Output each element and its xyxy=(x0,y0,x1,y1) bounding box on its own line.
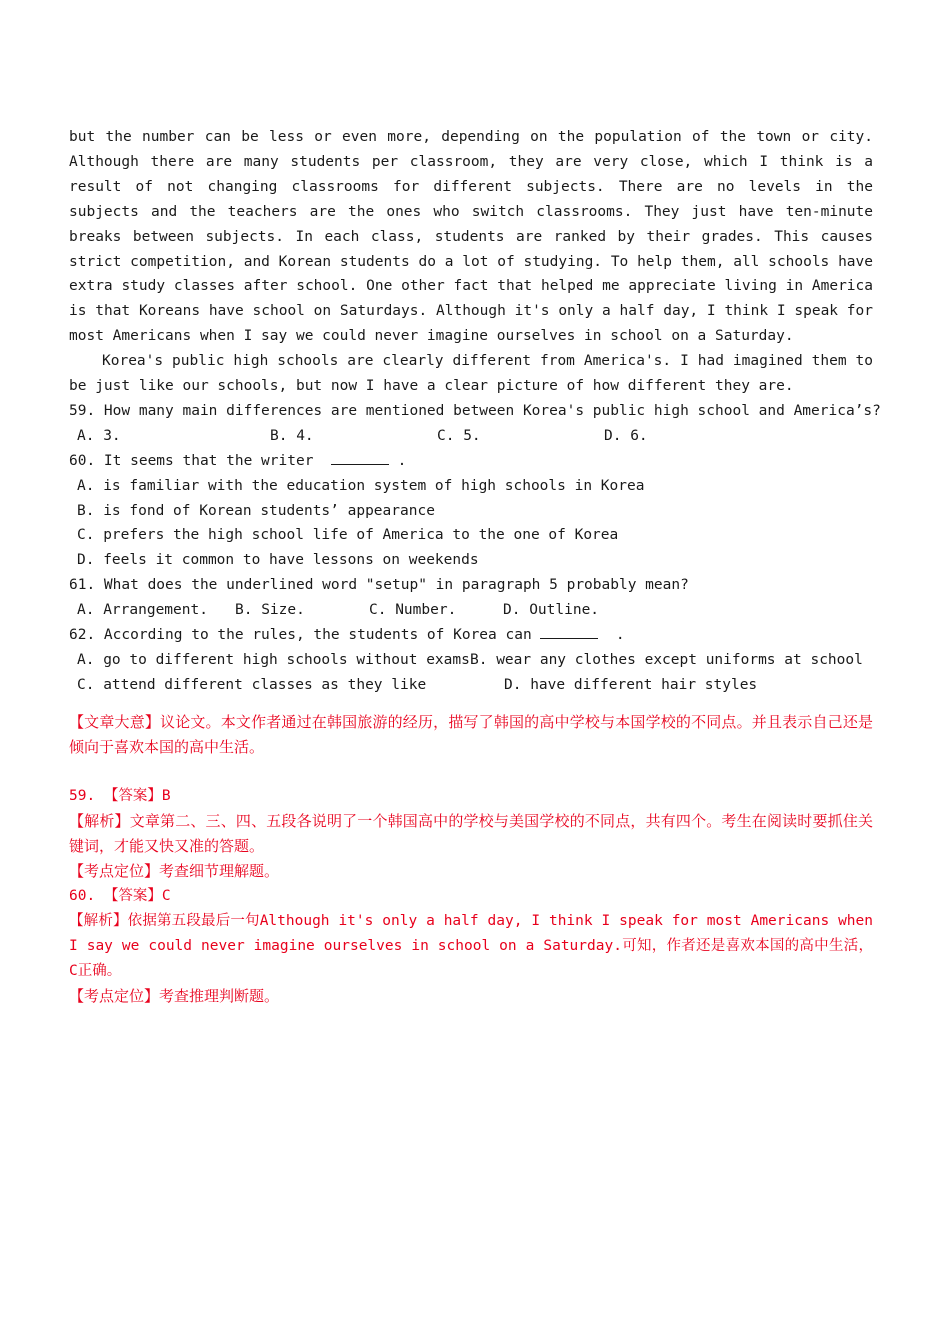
q59-explanation: 【解析】文章第二、三、四、五段各说明了一个韩国高中的学校与美国学校的不同点，共有四个。考生在阅读时要抓住关键词，才能又快又准的答题。 xyxy=(69,812,873,856)
q59-answer: 59. 【答案】B xyxy=(69,788,171,805)
page-content xyxy=(69,125,881,1009)
q60-option-c: C. prefers the high school life of America to the one of Korea xyxy=(77,527,619,544)
analysis-summary: 【文章大意】议论文。本文作者通过在韩国旅游的经历，描写了韩国的高中学校与本国学校的不同点。并且表示自己还是倾向于喜欢本国的高中生活。 xyxy=(69,712,873,756)
passage-paragraph-final: Korea's public high schools are clearly different from America's. I had imagined them to be just like our schools, but now I have a clear picture of how different they are. xyxy=(69,353,873,395)
q60-stem-end: . xyxy=(397,452,407,469)
q62-option-c: C. attend different classes as they like xyxy=(77,676,427,693)
q60-option-b: B. is fond of Korean students’ appearance xyxy=(77,502,435,519)
question-61-options xyxy=(69,598,873,623)
question-62-options-row1 xyxy=(69,648,873,673)
q59-knowledge-point: 【考点定位】考查细节理解题。 xyxy=(69,862,280,881)
q62-stem-end: . xyxy=(615,626,625,643)
q62-stem-text: 62. According to the rules, the students of Korea can xyxy=(69,626,532,643)
q59-option-c: C. 5. xyxy=(437,427,481,444)
question-60-stem xyxy=(69,449,873,474)
q62-answer-blank xyxy=(540,624,598,639)
q60-option-a: A. is familiar with the education system of high schools in Korea xyxy=(77,477,645,494)
q60-explanation: 【解析】依据第五段最后一句Although it's only a half day, I think I speak for most Americans when I say we could never imagine ourselves in school on a Saturday.可知，作者还是喜欢本国的高中生活，C正确。 xyxy=(69,912,873,979)
q61-option-d: D. Outline. xyxy=(503,602,600,619)
q62-option-d: D. have different hair styles xyxy=(504,676,758,693)
q60-answer: 60. 【答案】C xyxy=(69,887,171,904)
q62-option-b: B. wear any clothes except uniforms at school xyxy=(470,651,863,668)
q60-answer-blank xyxy=(331,450,389,465)
q62-option-a: A. go to different high schools without exams xyxy=(77,651,470,668)
q61-option-b: B. Size. xyxy=(235,602,305,619)
question-62-options-row2 xyxy=(69,673,873,698)
question-59-options xyxy=(69,424,873,449)
question-61-stem: 61. What does the underlined word "setup" in paragraph 5 probably mean? xyxy=(69,577,689,594)
q61-option-a: A. Arrangement. xyxy=(77,602,208,619)
question-59-stem: 59. How many main differences are mentioned between Korea's public high school and America’s? xyxy=(69,402,881,419)
q60-option-d: D. feels it common to have lessons on weekends xyxy=(77,552,479,569)
q60-knowledge-point: 【考点定位】考查推理判断题。 xyxy=(69,986,280,1005)
question-62-stem xyxy=(69,623,873,648)
q61-option-c: C. Number. xyxy=(369,602,457,619)
passage-paragraph-continued: but the number can be less or even more, depending on the population of the town or city. Although there are many students per classroom, they are very close, which I think is a result of not changing classrooms for different subjects. There are no levels in the subjects and the teachers are the ones who switch classrooms. They just have ten-minute breaks between subjects. In each class, students are ranked by their grades. This causes strict competition, and Korean students do a lot of studying. To help them, all schools have extra study classes after school. One other fact that helped me appreciate living in America is that Koreans have school on Saturdays. Although it's only a half day, I think I speak for most Americans when I say we could never imagine ourselves in school on a Saturday. xyxy=(69,129,873,345)
q59-option-b: B. 4. xyxy=(270,427,314,444)
q59-option-a: A. 3. xyxy=(77,427,121,444)
q59-option-d: D. 6. xyxy=(604,427,648,444)
q60-stem-text: 60. It seems that the writer xyxy=(69,452,314,469)
